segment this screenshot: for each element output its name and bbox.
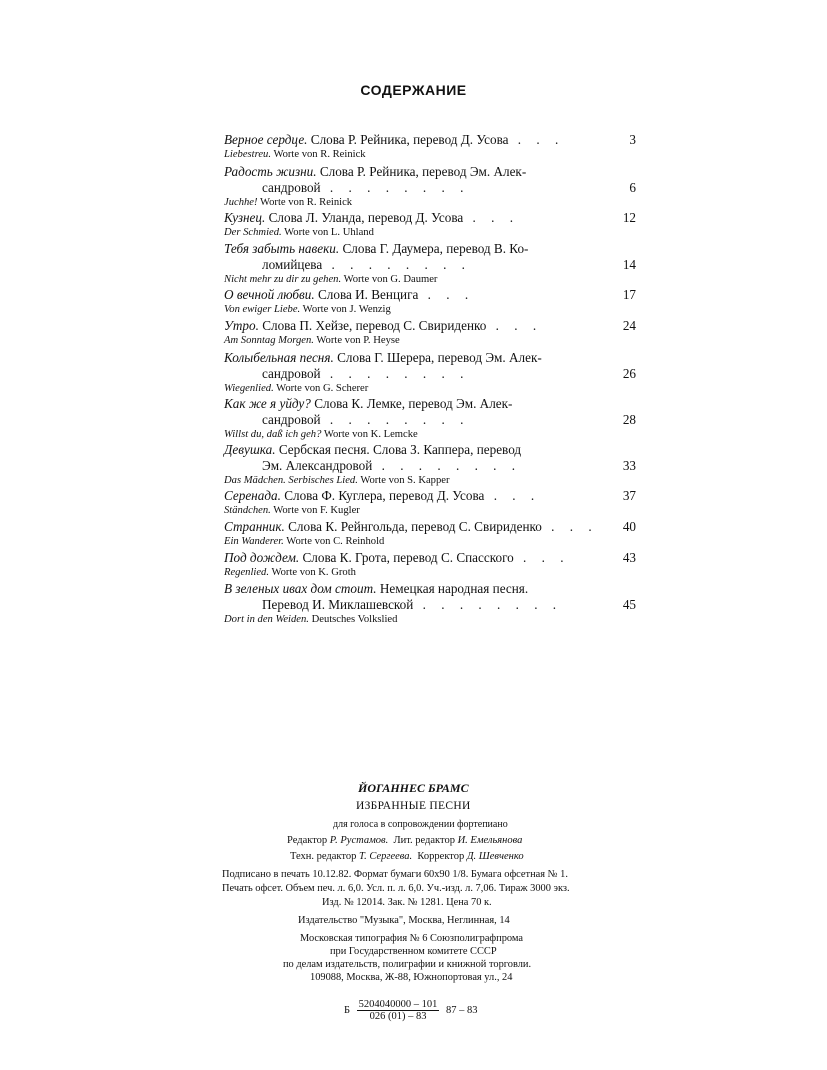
imprint-print-line-1: Подписано в печать 10.12.82. Формат бумаги 60x90 1/8. Бумага офсетная № 1. bbox=[222, 869, 568, 880]
toc-entry-ru-title: Кузнец. bbox=[224, 210, 266, 225]
toc-entry-de-rest: Worte von L. Uhland bbox=[281, 227, 374, 238]
toc-entry-page: 3 bbox=[629, 132, 636, 147]
tech-editor-label: Техн. редактор bbox=[290, 851, 357, 862]
toc-entry-ru-rest: Слова И. Венцига bbox=[314, 287, 419, 302]
toc-entry-de-title: Nicht mehr zu dir zu gehen. bbox=[224, 274, 342, 285]
toc-leader-dots: . . . . . . . . bbox=[320, 180, 470, 195]
toc-entry-de-line bbox=[224, 613, 636, 626]
toc-entry-de-rest: Worte von R. Reinick bbox=[257, 197, 353, 208]
bbk-numerator: 5204040000 – 101 bbox=[358, 999, 438, 1010]
toc-entry-ru-title: Под дождем. bbox=[224, 550, 300, 565]
toc-entry-de-rest: Worte von J. Wenzig bbox=[300, 304, 391, 315]
toc-entry-de-line bbox=[224, 226, 636, 239]
imprint-editors-line bbox=[287, 834, 522, 847]
toc-entry-de-title: Liebestreu. bbox=[224, 149, 271, 160]
toc-entry-ru-line bbox=[224, 488, 636, 504]
imprint-author: ЙОГАННЕС БРАМС bbox=[358, 781, 469, 795]
toc-leader-dots: . . . . . . . . bbox=[413, 597, 563, 612]
toc-entry-de-rest: Worte von F. Kugler bbox=[270, 505, 360, 516]
toc-entry-ru-line bbox=[224, 350, 636, 366]
toc-entry-de-rest: Worte von G. Daumer bbox=[341, 274, 438, 285]
toc-entry-ru-line bbox=[224, 318, 636, 334]
toc-leader-dots: . . . . . . . . bbox=[320, 412, 470, 427]
toc-entry-de-title: Willst du, daß ich geh? bbox=[224, 429, 322, 440]
toc-entry-ru-title: Девушка. bbox=[224, 442, 276, 457]
toc-entry-de-title: Von ewiger Liebe. bbox=[224, 304, 301, 315]
toc-entry bbox=[224, 550, 636, 579]
toc-entry-ru-rest: Слова К. Грота, перевод С. Спасского bbox=[299, 550, 514, 565]
toc-entry-ru-line bbox=[224, 132, 636, 148]
toc-leader-dots: . . . . . . . . bbox=[372, 458, 522, 473]
toc-entry-de-line bbox=[224, 428, 636, 441]
editor-label: Редактор bbox=[287, 835, 328, 846]
toc-entry bbox=[224, 210, 636, 239]
toc-entry-ru-line bbox=[224, 210, 636, 226]
toc-entry-page: 40 bbox=[622, 519, 636, 534]
corrector-label: Корректор bbox=[417, 851, 465, 862]
toc-entry bbox=[224, 132, 636, 161]
toc-entry-de-rest: Deutsches Volkslied bbox=[308, 614, 398, 625]
toc-entry-de-line bbox=[224, 535, 636, 548]
toc-entry bbox=[224, 350, 636, 395]
toc-entry-page: 17 bbox=[622, 287, 636, 302]
toc-entry-de-rest: Worte von K. Groth bbox=[269, 567, 356, 578]
toc-entry-page: 26 bbox=[622, 366, 636, 381]
toc-entry-de-rest: Worte von R. Reinick bbox=[270, 149, 366, 160]
bbk-suffix: 87 – 83 bbox=[446, 1004, 478, 1016]
tech-editor-name: Т. Сергеева. bbox=[358, 851, 413, 862]
toc-entry-ru-continuation bbox=[224, 257, 636, 273]
toc-entry-de-title: Regenlied. bbox=[224, 567, 270, 578]
toc-entry-ru-rest: Сербская песня. Слова З. Каппера, перевод bbox=[275, 442, 522, 457]
toc-entry-de-title: Ständchen. bbox=[224, 505, 271, 516]
imprint-tech-line bbox=[290, 850, 524, 863]
toc-entry-ru-line bbox=[224, 581, 636, 597]
toc-entry-ru-rest: Слова Г. Даумера, перевод В. Ко- bbox=[339, 241, 529, 256]
toc-entry-ru-continuation bbox=[224, 458, 636, 474]
toc-entry-ru-cont: Перевод И. Миклашевской bbox=[262, 597, 414, 612]
toc-entry-ru-cont: ломийцева bbox=[262, 257, 323, 272]
toc-entry-de-title: Ein Wanderer. bbox=[224, 536, 284, 547]
toc-entry-page: 12 bbox=[622, 210, 636, 225]
imprint-printer-line-1: Московская типография № 6 Союзполиграфпрома bbox=[300, 933, 524, 944]
toc-entry-page: 14 bbox=[622, 257, 636, 272]
toc-entry-de-rest: Worte von G. Scherer bbox=[273, 383, 369, 394]
toc-entry-page: 28 bbox=[622, 412, 636, 427]
toc-entry-ru-cont: Эм. Александровой bbox=[262, 458, 373, 473]
toc-entry-ru-rest: Слова К. Лемке, перевод Эм. Алек- bbox=[310, 396, 513, 411]
editor-name: Р. Рустамов. bbox=[329, 835, 389, 846]
bbk-denominator: 026 (01) – 83 bbox=[369, 1011, 427, 1022]
toc-entry-de-line bbox=[224, 504, 636, 517]
toc-entry-ru-rest: Слова Ф. Куглера, перевод Д. Усова bbox=[280, 488, 485, 503]
toc-entry-ru-line bbox=[224, 241, 636, 257]
toc-entry-ru-line bbox=[224, 550, 636, 566]
imprint-publisher: Издательство "Музыка", Москва, Неглинная, 14 bbox=[298, 915, 510, 926]
toc-entry-de-line bbox=[224, 196, 636, 209]
imprint-print-line-3: Изд. № 12014. Зак. № 1281. Цена 70 к. bbox=[322, 897, 492, 908]
toc-entry bbox=[224, 241, 636, 286]
toc-entry-de-title: Der Schmied. bbox=[224, 227, 282, 238]
toc-entry bbox=[224, 519, 636, 548]
lit-editor-label: Лит. редактор bbox=[393, 835, 455, 846]
toc-entry-ru-title: Серенада. bbox=[224, 488, 281, 503]
toc-entry-ru-line bbox=[224, 164, 636, 180]
toc-entry-page: 37 bbox=[622, 488, 636, 503]
toc-entry-ru-line bbox=[224, 287, 636, 303]
toc-entry-ru-title: О вечной любви. bbox=[224, 287, 315, 302]
toc-entry-ru-continuation bbox=[224, 597, 636, 613]
toc-entry-de-rest: Worte von S. Kapper bbox=[357, 475, 450, 486]
toc-entry-ru-title: Странник. bbox=[224, 519, 285, 534]
toc-entry-ru-cont: сандровой bbox=[262, 366, 321, 381]
imprint-subtitle: для голоса в сопровождении фортепиано bbox=[333, 819, 508, 830]
toc-entry-page: 45 bbox=[622, 597, 636, 612]
imprint-printer-line-3: по делам издательств, полиграфии и книжной торговли. bbox=[283, 959, 532, 970]
imprint-print-line-2: Печать офсет. Объем печ. л. 6,0. Усл. п. л. 6,0. Уч.-изд. л. 7,06. Тираж 3000 экз. bbox=[222, 883, 570, 894]
toc-entry-de-title: Juchhe! bbox=[224, 197, 258, 208]
toc-entry-de-line bbox=[224, 303, 636, 316]
toc-entry-ru-rest: Слова Р. Рейника, перевод Эм. Алек- bbox=[316, 164, 527, 179]
toc-entry-ru-title: Тебя забыть навеки. bbox=[224, 241, 340, 256]
toc-entry-page: 43 bbox=[622, 550, 636, 565]
toc-leader-dots: . . . bbox=[508, 132, 565, 147]
imprint-printer-line-4: 109088, Москва, Ж-88, Южнопортовая ул., 24 bbox=[310, 972, 513, 983]
bbk-fraction bbox=[357, 999, 440, 1022]
toc-entry-de-line bbox=[224, 474, 636, 487]
toc-entry bbox=[224, 287, 636, 316]
toc-entry-de-rest: Worte von P. Heyse bbox=[313, 335, 400, 346]
toc-entry-ru-title: Колыбельная песня. bbox=[224, 350, 334, 365]
toc-entry-de-title: Am Sonntag Morgen. bbox=[224, 335, 314, 346]
toc-entry-ru-line bbox=[224, 396, 636, 412]
toc-entry bbox=[224, 396, 636, 441]
bbk-letter: Б bbox=[344, 1004, 351, 1016]
toc-leader-dots: . . . bbox=[486, 318, 543, 333]
toc-entry-ru-continuation bbox=[224, 412, 636, 428]
toc-entry-ru-title: В зеленых ивах дом стоит. bbox=[224, 581, 377, 596]
toc-entry-ru-rest: Слова Г. Шерера, перевод Эм. Алек- bbox=[333, 350, 542, 365]
toc-title: СОДЕРЖАНИЕ bbox=[360, 82, 467, 98]
toc-entry-ru-rest: Слова Р. Рейника, перевод Д. Усова bbox=[307, 132, 509, 147]
toc-leader-dots: . . . bbox=[463, 210, 520, 225]
toc-entry-de-line bbox=[224, 382, 636, 395]
toc-leader-dots: . . . . . . . . bbox=[322, 257, 471, 272]
toc-entry-ru-rest: Немецкая народная песня. bbox=[376, 581, 529, 596]
imprint-book-title: ИЗБРАННЫЕ ПЕСНИ bbox=[356, 800, 471, 812]
toc-entry-de-title: Das Mädchen. Serbisches Lied. bbox=[224, 475, 358, 486]
toc-leader-dots: . . . . . . . . bbox=[320, 366, 470, 381]
toc-entry-ru-cont: сандровой bbox=[262, 412, 321, 427]
toc-entry-de-line bbox=[224, 273, 636, 286]
toc-entry-ru-title: Верное сердце. bbox=[224, 132, 308, 147]
toc-entry-de-title: Dort in den Weiden. bbox=[224, 614, 309, 625]
toc-leader-dots: . . . bbox=[484, 488, 541, 503]
toc-leader-dots: . . . bbox=[513, 550, 570, 565]
toc-leader-dots: . . . bbox=[541, 519, 598, 534]
toc-entry-de-title: Wiegenlied. bbox=[224, 383, 274, 394]
toc-entry-de-line bbox=[224, 148, 636, 161]
corrector-name: Д. Шевченко bbox=[466, 851, 524, 862]
toc-entry-ru-cont: сандровой bbox=[262, 180, 321, 195]
toc-entry-ru-rest: Слова К. Рейнгольда, перевод С. Свириденко bbox=[284, 519, 542, 534]
toc-entry-page: 6 bbox=[629, 180, 636, 195]
toc-entry-ru-title: Радость жизни. bbox=[224, 164, 317, 179]
toc-entry bbox=[224, 164, 636, 209]
toc-entry-ru-continuation bbox=[224, 366, 636, 382]
toc-entry bbox=[224, 488, 636, 517]
toc-entry-page: 24 bbox=[622, 318, 636, 333]
toc-entry-de-line bbox=[224, 566, 636, 579]
toc-entry-ru-rest: Слова П. Хейзе, перевод С. Свириденко bbox=[258, 318, 487, 333]
toc-entry bbox=[224, 581, 636, 626]
toc-entry-ru-title: Утро. bbox=[224, 318, 259, 333]
toc-entry bbox=[224, 318, 636, 347]
toc-entry-de-line bbox=[224, 334, 636, 347]
toc-entry-page: 33 bbox=[622, 458, 636, 473]
imprint-printer-line-2: при Государственном комитете СССР bbox=[330, 946, 497, 957]
toc-entry-ru-continuation bbox=[224, 180, 636, 196]
toc-entry-ru-title: Как же я уйду? bbox=[224, 396, 311, 411]
toc-entry-ru-line bbox=[224, 519, 636, 535]
toc-entry-ru-rest: Слова Л. Уланда, перевод Д. Усова bbox=[265, 210, 464, 225]
toc-entry-de-rest: Worte von C. Reinhold bbox=[283, 536, 385, 547]
lit-editor-name: И. Емельянова bbox=[457, 835, 523, 846]
toc-entry-de-rest: Worte von K. Lemcke bbox=[321, 429, 418, 440]
toc-entry-ru-line bbox=[224, 442, 636, 458]
bbk-code bbox=[344, 999, 478, 1022]
toc-entry bbox=[224, 442, 636, 487]
toc-leader-dots: . . . bbox=[418, 287, 475, 302]
